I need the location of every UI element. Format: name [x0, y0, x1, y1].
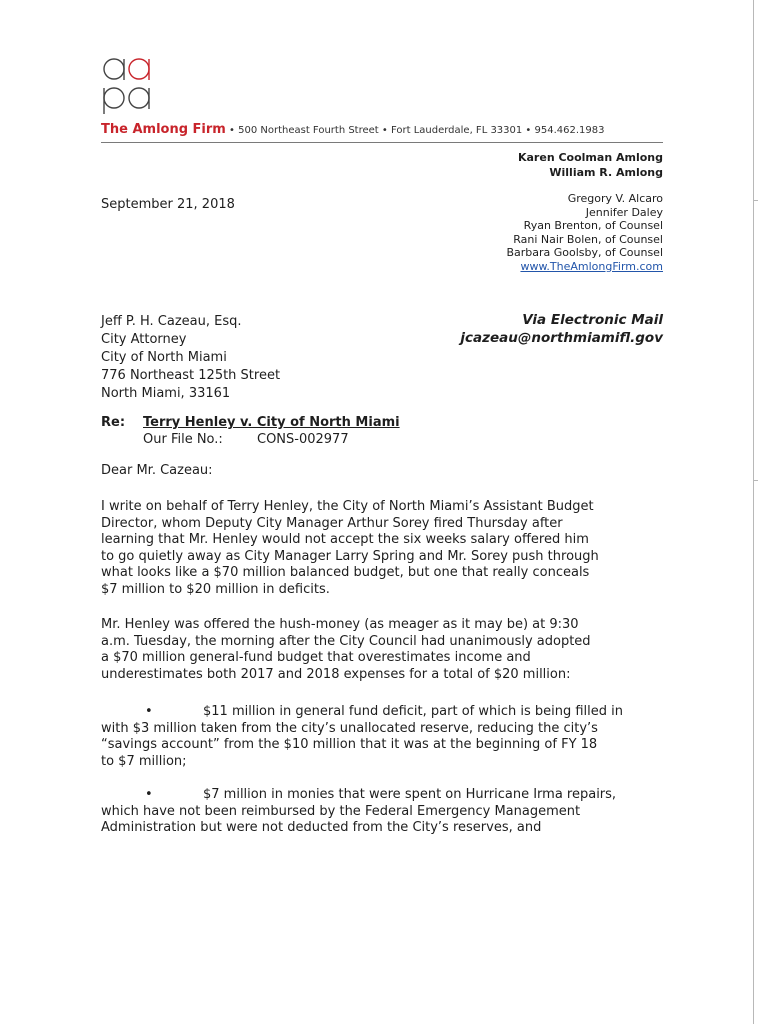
firm-address: 500 Northeast Fourth Street • Fort Lauderdale, FL 33301 • 954.462.1983 [238, 125, 605, 136]
paragraph-line: a.m. Tuesday, the morning after the City Council had unanimously adopted [101, 633, 591, 649]
paragraph-line: what looks like a $70 million balanced budget, but one that really conceals [101, 565, 590, 580]
bullet-marker: • [145, 787, 153, 802]
bullet-line: which have not been reimbursed by the Federal Emergency Management [101, 803, 581, 819]
partner-name: William R. Amlong [549, 166, 663, 179]
addressee-block [101, 313, 280, 403]
partner-list [518, 150, 663, 180]
associate-name: Barbara Goolsby, of Counsel [506, 246, 663, 259]
addressee-line: City of North Miami [101, 350, 227, 365]
bullet-line: with $3 million taken from the city’s unallocated reserve, reducing the city’s [101, 720, 598, 736]
partner-name: Karen Coolman Amlong [517, 151, 663, 164]
scan-page-edge [753, 0, 754, 1024]
delivery-method: Via Electronic Mail [522, 312, 663, 328]
bullet-line: to $7 million; [101, 753, 187, 769]
addressee-line: 776 Northeast 125th Street [101, 368, 281, 383]
paragraph-line: Director, whom Deputy City Manager Arthur Sorey fired Thursday after [101, 515, 563, 531]
associate-name: Jennifer Daley [585, 205, 663, 219]
associate-name: Rani Nair Bolen, of Counsel [513, 232, 663, 246]
paragraph-line: a $70 million general-fund budget that overestimates income and [101, 650, 531, 665]
bullet-separator: • [225, 125, 239, 136]
letterhead-divider [101, 142, 663, 143]
scan-edge-mark [753, 480, 758, 481]
bullet-item [101, 787, 663, 837]
paragraph-line: underestimates both 2017 and 2018 expenses for a total of $20 million: [101, 666, 571, 682]
re-label: Re: [101, 415, 126, 430]
paragraph-line: to go quietly away as City Manager Larry Spring and Mr. Sorey push through [101, 548, 599, 564]
associate-name: Gregory V. Alcaro [567, 192, 663, 205]
letter-date: September 21, 2018 [101, 197, 235, 212]
body-paragraph [101, 617, 663, 683]
delivery-email: jcazeau@northmiamifl.gov [460, 330, 663, 346]
firm-website-link[interactable]: www.TheAmlongFirm.com [520, 259, 663, 273]
addressee-line: North Miami, 33161 [101, 386, 231, 401]
salutation: Dear Mr. Cazeau: [101, 463, 213, 478]
associate-list [506, 192, 663, 273]
bullet-line: Administration but were not deducted from the City’s reserves, and [101, 820, 542, 835]
paragraph-line: I write on behalf of Terry Henley, the City of North Miami’s Assistant Budget [101, 499, 594, 514]
firm-monogram-logo [101, 52, 159, 116]
paragraph-line: Mr. Henley was offered the hush-money (as meager as it may be) at 9:30 [101, 617, 579, 632]
bullet-line: $7 million in monies that were spent on Hurricane Irma repairs, [203, 787, 617, 802]
firm-name: The Amlong Firm [101, 122, 226, 137]
delivery-method-block [460, 311, 663, 347]
bullet-item [101, 704, 663, 770]
file-number-label: Our File No.: [143, 432, 223, 447]
bullet-marker: • [145, 704, 153, 719]
file-number: CONS-002977 [257, 432, 349, 447]
letterhead-brand-row [101, 122, 663, 137]
body-paragraph [101, 499, 663, 598]
addressee-line: Jeff P. H. Cazeau, Esq. [101, 314, 242, 329]
bullet-line: $11 million in general fund deficit, part of which is being filled in [203, 704, 624, 719]
addressee-line: City Attorney [101, 332, 187, 347]
case-name: Terry Henley v. City of North Miami [143, 415, 400, 430]
bullet-line: “savings account” from the $10 million that it was at the beginning of FY 18 [101, 737, 598, 752]
re-block [101, 414, 400, 448]
scan-edge-mark [753, 200, 758, 201]
paragraph-line: $7 million to $20 million in deficits. [101, 581, 330, 597]
paragraph-line: learning that Mr. Henley would not accept the six weeks salary offered him [101, 532, 589, 547]
associate-name: Ryan Brenton, of Counsel [523, 219, 663, 232]
